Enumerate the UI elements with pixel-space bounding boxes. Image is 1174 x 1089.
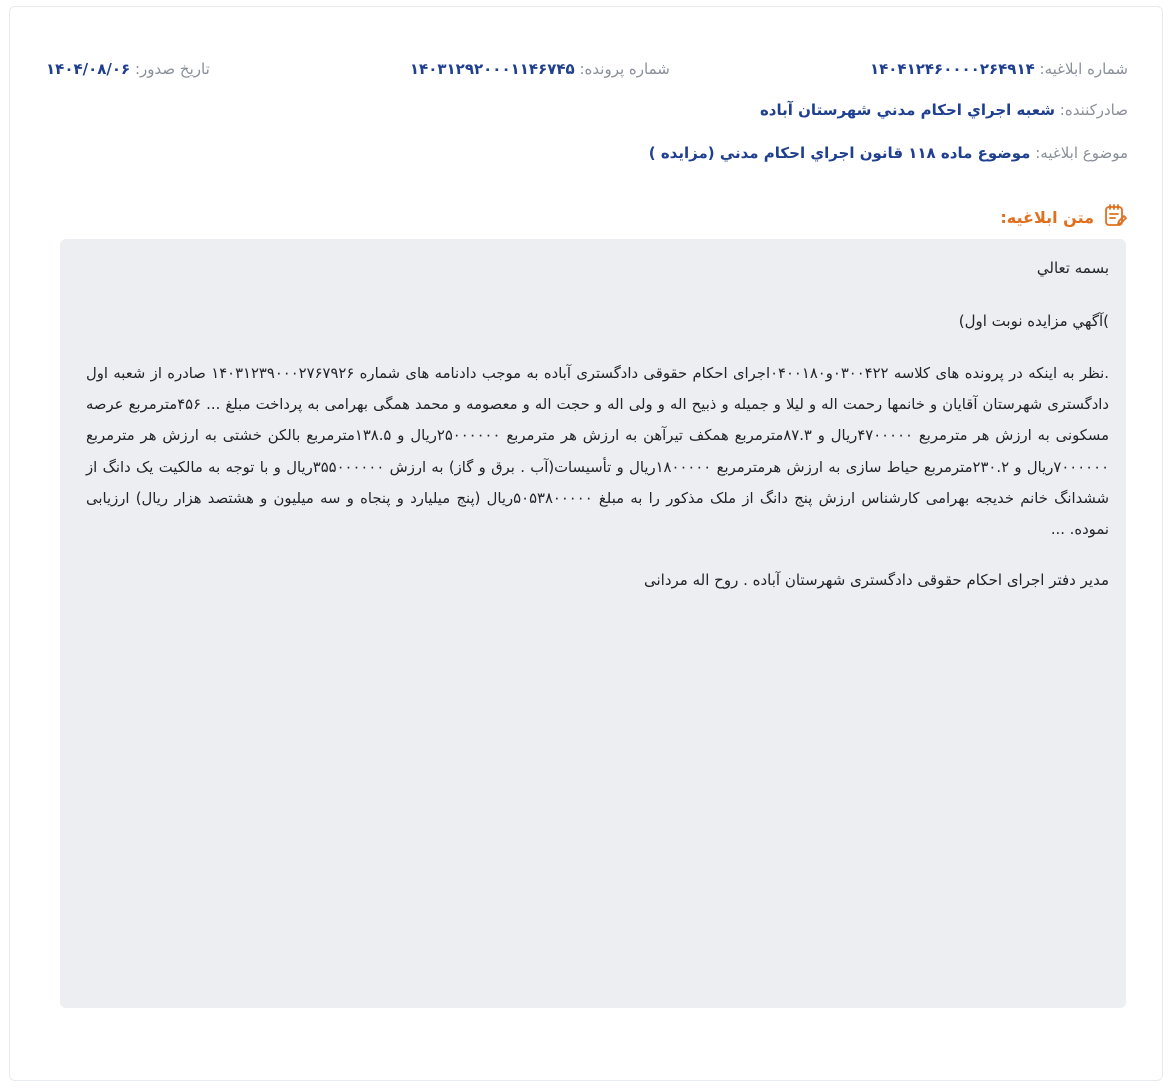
notice-opening: بسمه تعالي <box>1036 259 1109 277</box>
meta-row-subject <box>46 142 1128 164</box>
subject-label: موضوع ابلاغیه: <box>1035 144 1128 162</box>
notice-text-title: متن ابلاغیه: <box>1000 207 1094 227</box>
note-list-icon <box>1102 202 1128 232</box>
meta-row-numbers <box>46 58 1128 80</box>
notice-heading: )آگهي مزايده نوبت اول) <box>958 312 1109 330</box>
notice-body: .نظر به اينكه در پرونده های كلاسه ۰۳۰۰۴۲۲و۰۴۰۰۱۸۰اجرای احکام حقوقی دادگستری آباده به موجب دادنامه های شماره ۱۴۰۳۱۲۳۹۰۰۰۲۷۶۷۹۲۶ صادره از شعبه اول دادگستری شهرستان آقايان و خانمها رحمت اله و ليلا و جميله و ذبيح اله و ولی اله و حجت اله و معصومه و محمد همگی بهرامی به پرداخت مبلغ ... ۴۵۶مترمربع عرصه مسكونی به ارزش هر مترمربع ۴۷۰۰۰۰۰ريال و ۸۷.۳مترمربع همكف تيرآهن به ارزش هر مترمربع ۲۵۰۰۰۰۰۰ريال و ۱۳۸.۵مترمربع بالكن خشتی به ارزش هر مترمربع ۷۰۰۰۰۰۰ريال و ۲۳۰.۲مترمربع حياط سازی به ارزش هرمترمربع ۱۸۰۰۰۰۰ريال و تأسيسات(آب . برق و گاز) به ارزش ۳۵۵۰۰۰۰۰۰ريال و با توجه به مالكيت يک دانگ از ششدانگ خانم خديجه بهرامی كارشناس ارزش پنج دانگ از ملک مذكور را به مبلغ ۵۰۵۳۸۰۰۰۰۰ريال (پنج ميليارد و پنجاه و سه ميليون و هشتصد هزار ريال) ارزيابی نموده. ... <box>86 365 1110 539</box>
case-number-label: شماره پرونده: <box>579 60 670 78</box>
notice-number-label: شماره ابلاغیه: <box>1039 60 1128 78</box>
case-number <box>410 58 670 80</box>
issuer-value: شعبه اجراي احكام مدني شهرستان آباده <box>759 101 1055 119</box>
notice-number-value: ۱۴۰۴۱۲۴۶۰۰۰۰۲۶۴۹۱۴ <box>869 60 1035 78</box>
issue-date-value: ۱۴۰۴/۰۸/۰۶ <box>46 60 131 78</box>
subject-value: موضوع ماده ۱۱۸ قانون اجراي احكام مدني (مزايده ) <box>648 144 1031 162</box>
issuer-label: صادرکننده: <box>1059 101 1128 119</box>
issue-date-label: تاریخ صدور: <box>135 60 210 78</box>
issue-date <box>46 58 210 80</box>
notice-text-header <box>1000 202 1128 232</box>
meta-row-issuer <box>46 99 1128 121</box>
case-number-value: ۱۴۰۳۱۲۹۲۰۰۰۱۱۴۶۷۴۵ <box>409 60 575 78</box>
notice-signature: مدير دفتر اجرای احكام حقوقی دادگستری شهرستان آباده . روح اله مردانی <box>644 571 1109 590</box>
notice-text-box <box>60 239 1126 1008</box>
notice-number <box>870 58 1128 80</box>
